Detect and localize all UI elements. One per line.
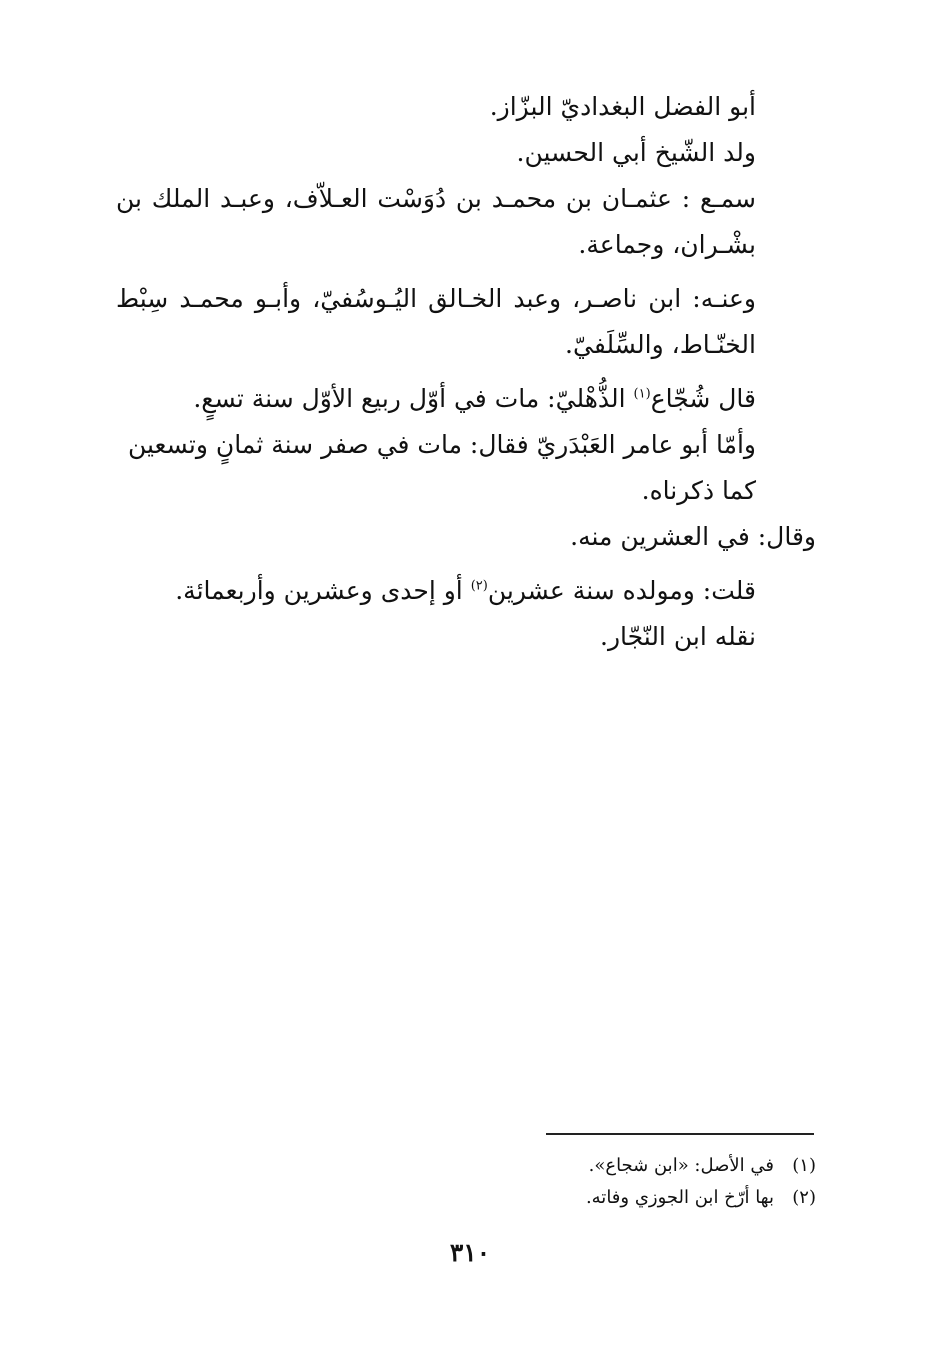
paragraph-abdari-report: وأمّا أبو عامر العَبْدَريّ فقال: مات في صفر سنة ثمانٍ وتسعين كما ذكرناه. — [127, 430, 756, 505]
page-number: ٣١٠ — [449, 1238, 491, 1267]
main-text — [116, 84, 816, 660]
footnote-2 — [416, 1182, 816, 1214]
paragraph-twentieth: وقال: في العشرين منه. — [570, 522, 816, 551]
death-text-end: الذُّهْليّ: مات في أوّل ربيع الأوّل سنة تسعٍ. — [193, 384, 634, 413]
paragraph-birth-year — [116, 568, 816, 614]
paragraph-lineage: ولد الشّيخ أبي الحسين. — [516, 138, 756, 167]
birth-text-end: أو إحدى وعشرين وأربعمائة. — [175, 576, 471, 605]
birth-text-start: قلت: ومولده سنة عشرين — [487, 576, 756, 605]
footnotes — [416, 1150, 816, 1214]
footnote-ref-2: (٢) — [470, 578, 488, 594]
footnote-text: في الأصل: «ابن شجاع». — [588, 1155, 774, 1176]
footnote-ref-1: (١) — [633, 386, 651, 402]
footnote-number: (٢) — [792, 1187, 816, 1208]
paragraph-source: نقله ابن النّجّار. — [600, 622, 756, 651]
death-text-start: قال شُجّاع — [650, 384, 756, 413]
footnote-text: بها أرّخ ابن الجوزي وفاته. — [585, 1187, 774, 1208]
paragraph-name: أبو الفضل البغداديّ البزّاز. — [489, 92, 756, 121]
paragraph-heard-from: سمـع : عثمـان بن محمـد بن دُوَسْت العـلاّف، وعبـد الملك بن بشْـران، وجماعة. — [116, 184, 756, 259]
footnote-divider — [546, 1133, 814, 1135]
footnote-1 — [416, 1150, 816, 1182]
paragraph-death-date — [116, 376, 816, 422]
paragraph-narrated-by: وعنـه: ابن ناصـر، وعبد الخـالق اليُـوسُفيّ، وأبـو محمـد سِبْط الخنّـاط، والسِّلَفيّ. — [116, 284, 756, 359]
footnote-number: (١) — [792, 1155, 816, 1176]
